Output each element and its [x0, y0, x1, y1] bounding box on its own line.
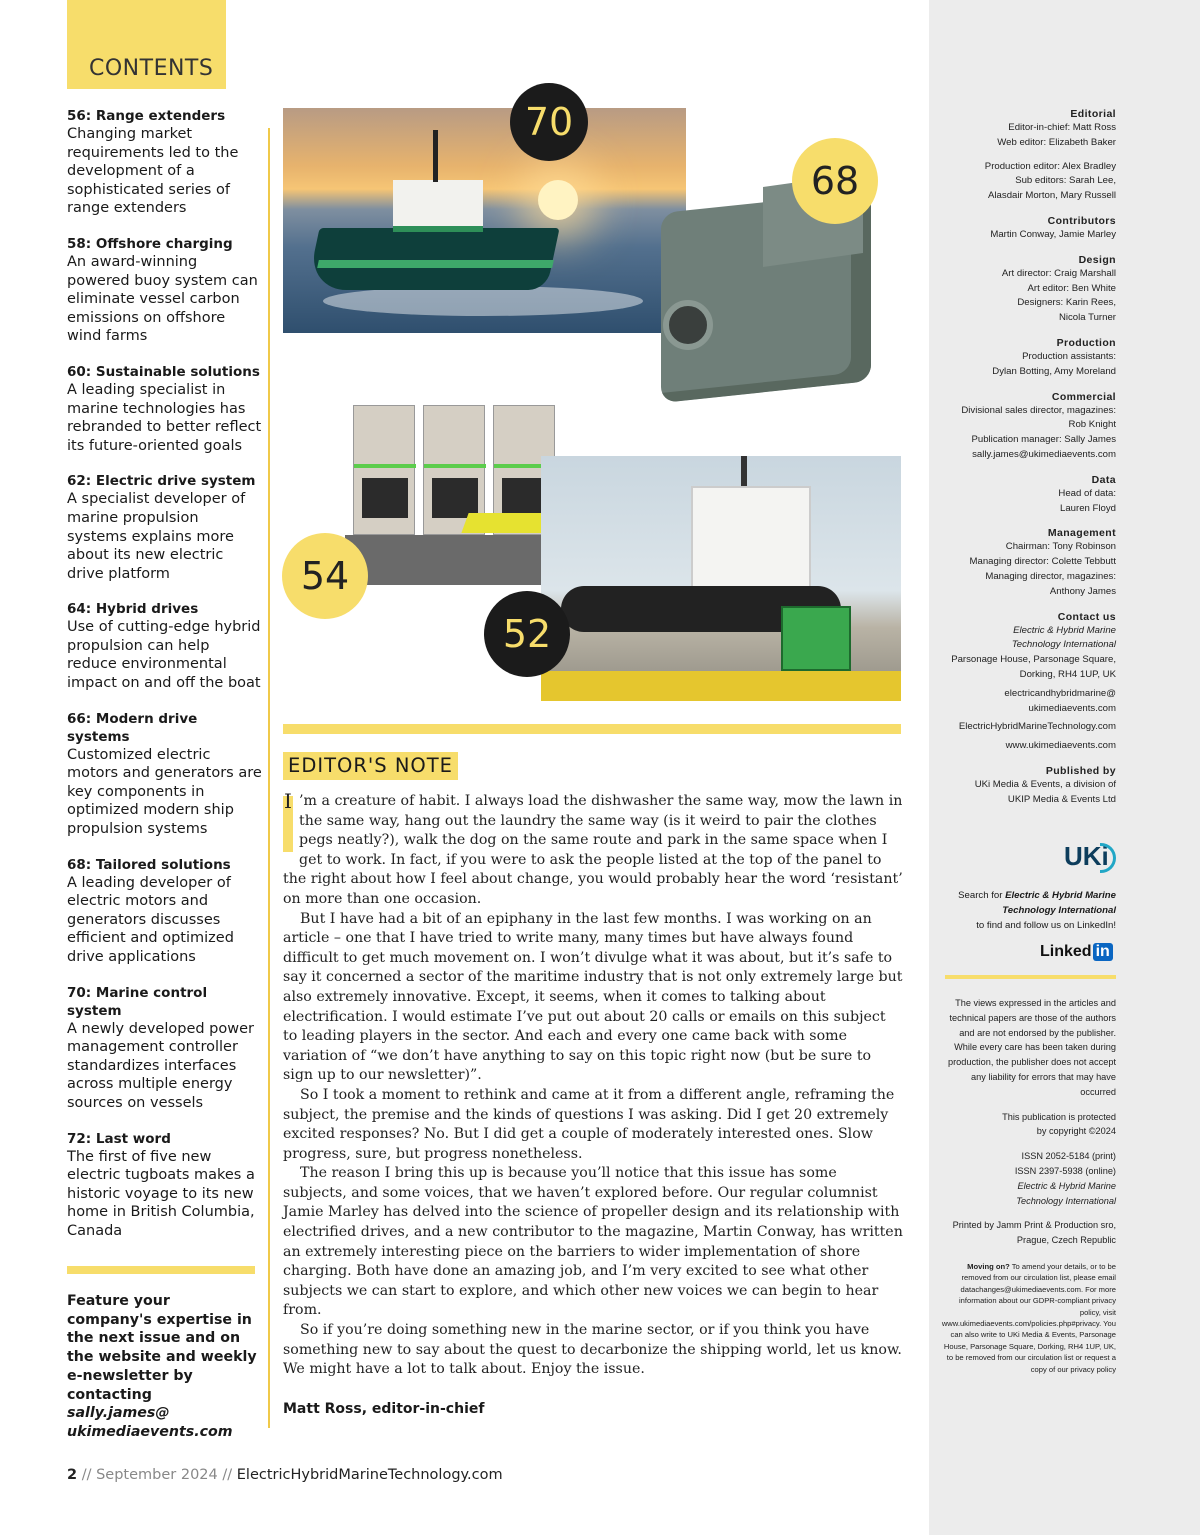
masthead-line: UKIP Media & Events Ltd: [1007, 793, 1116, 805]
masthead-line: Chairman: Tony Robinson: [1005, 541, 1116, 553]
toc-description: Use of cutting-edge hybrid propulsion can help reduce environmental impact on and off the boat: [67, 619, 261, 692]
toc-item[interactable]: [67, 710, 262, 839]
contact-email-link[interactable]: ukimediaevents.com: [1028, 702, 1116, 714]
masthead-heading: Design: [1078, 253, 1116, 266]
masthead-line: Nicola Turner: [1058, 312, 1116, 324]
masthead-line: Editor-in-chief: Matt Ross: [1008, 122, 1116, 133]
masthead-design: [940, 253, 1116, 326]
masthead-data: [940, 473, 1116, 517]
toc-description: A specialist developer of marine propulsion systems explains more about its new electric drive platform: [67, 491, 246, 582]
masthead-line: Martin Conway, Jamie Marley: [990, 228, 1116, 240]
masthead-line: Dylan Botting, Amy Moreland: [992, 365, 1116, 377]
search-text-title: Technology International: [1002, 904, 1116, 916]
sidebar-divider: [945, 975, 1116, 979]
contact-website-link[interactable]: ElectricHybridMarineTechnology.com: [958, 721, 1116, 733]
toc-heading: 66: Modern drive systems: [67, 710, 198, 745]
uki-logo-text: UKi: [1064, 841, 1109, 871]
toc-description: Customized electric motors and generators are key components in optimized modern ship propulsion systems: [67, 746, 262, 838]
masthead-line: Art editor: Ben White: [1027, 282, 1116, 294]
masthead-line: Managing director, magazines:: [985, 570, 1116, 582]
uki-logo-arc-icon: [1100, 843, 1116, 873]
masthead-line: Technology International: [1011, 639, 1116, 651]
article-paragraph: I ’m a creature of habit. I always load the dishwasher the same way, mow the lawn in the same way, hang out the laundry the same way (is it weird to pair the clothes pegs neatly?), walk the dog on the same route and park in the same space when I get to work. In fact, if you were to ask the people listed at the top of the panel to the right about how I feel about change, you would probably hear the word ‘resistant’ on more than one occasion.: [283, 789, 903, 907]
toc-heading: 72: Last word: [67, 1130, 171, 1147]
tug-dock-photo: [541, 456, 901, 701]
masthead-heading: Editorial: [1070, 108, 1116, 120]
tug-hull-stripe: [317, 260, 554, 268]
linkedin-in-icon: in: [1093, 943, 1113, 961]
search-text: to find and follow us on LinkedIn!: [976, 919, 1116, 931]
toc-description: An award-winning powered buoy system can eliminate vessel carbon emissions on offshore wind farms: [67, 253, 258, 345]
toc-item[interactable]: [67, 856, 262, 967]
masthead-commercial: [940, 390, 1116, 463]
circulation-note-heading: Moving on?: [967, 1262, 1010, 1271]
page-badge-54[interactable]: 54: [282, 533, 368, 619]
toc-heading: 60: Sustainable solutions: [67, 363, 260, 380]
masthead-editorial: [940, 107, 1116, 204]
promo-text: Feature your company's expertise in the next issue and on the website and weekly e-newsletter by contacting: [67, 1293, 257, 1403]
masthead-line: Lauren Floyd: [1060, 502, 1116, 514]
printer-text: Printed by Jamm Print & Production sro,: [952, 1220, 1116, 1231]
legal-disclaimer: [940, 996, 1116, 1248]
masthead-heading: Management: [1047, 527, 1116, 540]
tug-hull: [306, 228, 559, 290]
linkedin-wordmark: Linked: [1040, 943, 1092, 960]
contact-email-link[interactable]: electricandhybridmarine@: [1004, 687, 1116, 699]
toc-description: Changing market requirements led to the development of a sophisticated series of range extenders: [67, 126, 239, 217]
article-paragraph: The reason I bring this up is because you’ll notice that this issue has some subjects, and some voices, that we haven’t explored before. Our regular columnist Jamie Marley has delved into the science of propeller design and its relationship with electrified drives, and a new contributor to the magazine, Martin Conway, has written an extremely interesting piece on the barriers to wider implementation of shore charging. Both have done an amazing job, and I’m very excited to see what other subjects we can start to explore, and which other new voices we can begin to hear from.: [283, 1165, 903, 1319]
toc-description: A leading specialist in marine technologies has rebranded to better reflect its future-oriented goals: [67, 381, 262, 454]
charging-container: [781, 606, 851, 671]
masthead-line: Designers: Karin Rees,: [1017, 297, 1116, 309]
masthead-heading: Contributors: [1047, 214, 1116, 227]
toc-heading: 70: Marine control system: [67, 984, 208, 1019]
masthead-line: Divisional sales director, magazines:: [961, 404, 1116, 416]
copyright-text: by copyright ©2024: [1036, 1126, 1116, 1137]
masthead-heading: Production: [1056, 336, 1116, 349]
masthead-line: Managing director: Colette Tebbutt: [969, 556, 1116, 568]
masthead-line: Alasdair Morton, Mary Russell: [988, 190, 1116, 202]
publication-title: Electric & Hybrid Marine: [1017, 1180, 1116, 1191]
toc-item[interactable]: [67, 107, 262, 218]
masthead-line: Dorking, RH4 1UP, UK: [1019, 668, 1116, 680]
cabinet-unit: [353, 405, 415, 535]
toc-heading: 68: Tailored solutions: [67, 856, 231, 873]
masthead-heading: Contact us: [1057, 610, 1116, 623]
drop-cap: I: [283, 796, 293, 852]
masthead-heading: Commercial: [1051, 390, 1116, 403]
contents-tab: [67, 0, 226, 89]
sun-glow: [538, 180, 578, 220]
footer-separator: //: [81, 1467, 92, 1483]
editors-note-body: [283, 789, 903, 1380]
article-paragraph: So I took a moment to rethink and came at it from a different angle, reframing the subject, the premise and the kinds of questions I was asking. Did I get 20 extremely excited responses? No. But I did get a couple of moderately interested ones. Slow progress, sure, but progress nonetheless.: [283, 1086, 895, 1162]
masthead-line: Publication manager: Sally James: [971, 434, 1116, 446]
masthead-line: Production editor: Alex Bradley: [984, 160, 1116, 172]
circulation-note: [940, 1261, 1116, 1375]
toc-item[interactable]: [67, 1130, 262, 1241]
masthead-heading: Data: [1091, 473, 1116, 486]
motor-shaft: [663, 300, 713, 350]
page-badge-52[interactable]: 52: [484, 591, 570, 677]
masthead-credits: [940, 107, 1116, 818]
quay-edge: [541, 671, 901, 701]
masthead-line: UKi Media & Events, a division of: [974, 778, 1116, 790]
toc-item[interactable]: [67, 472, 262, 583]
toc-item[interactable]: [67, 235, 262, 346]
masthead-line: Web editor: Elizabeth Baker: [997, 136, 1116, 148]
publication-title: Technology International: [1016, 1195, 1116, 1206]
toc-item[interactable]: [67, 984, 262, 1113]
search-text-title: Electric & Hybrid Marine: [1005, 890, 1116, 901]
section-divider: [283, 724, 901, 734]
masthead-line: Anthony James: [1049, 585, 1116, 597]
commercial-email-link[interactable]: sally.james@ukimediaevents.com: [972, 448, 1116, 460]
circulation-note-text: To amend your details, or to be removed from our circulation list, please email datachanges@ukimediaevents.com. For more information about our GDPR-compliant privacy policy, visit www.ukimediaevents.com/policies.php#privacy. You can also write to UKi Media & Events, Parsonage House, Parsonage Square, Dorking, RH4 1UP, UK, to be removed from our circulation list or request a copy of our privacy policy: [941, 1262, 1116, 1374]
search-text: Search for: [958, 890, 1006, 901]
contents-title: CONTENTS: [89, 56, 214, 81]
toc-item[interactable]: [67, 363, 262, 455]
page-badge-70[interactable]: 70: [510, 83, 588, 161]
masthead-heading: Published by: [1045, 764, 1116, 777]
masthead-production: [940, 336, 1116, 380]
column-divider: [268, 128, 270, 1428]
toc-item[interactable]: [67, 600, 262, 692]
page-badge-68[interactable]: 68: [792, 138, 878, 224]
promo-email-link[interactable]: sally.james@ ukimediaevents.com: [67, 1405, 233, 1440]
footer-separator: //: [222, 1467, 233, 1483]
tugboat-sunset-photo: [283, 108, 686, 333]
contents-divider: [67, 1266, 255, 1274]
boat-wake: [323, 286, 643, 316]
masthead-line: Head of data:: [1058, 487, 1116, 499]
linkedin-search-text: [940, 889, 1116, 933]
table-of-contents: [67, 107, 262, 1258]
editor-signature: Matt Ross, editor-in-chief: [283, 1401, 485, 1417]
toc-heading: 64: Hybrid drives: [67, 601, 199, 618]
masthead-contributors: [940, 214, 1116, 243]
toc-heading: 58: Offshore charging: [67, 235, 233, 252]
masthead-line: Art director: Craig Marshall: [1001, 267, 1116, 279]
printer-text: Prague, Czech Republic: [1016, 1235, 1116, 1246]
toc-heading: 56: Range extenders: [67, 108, 226, 124]
linkedin-logo-icon[interactable]: [1040, 943, 1118, 963]
copyright-text: This publication is protected: [1002, 1111, 1116, 1122]
masthead-management: [940, 526, 1116, 599]
toc-description: The first of five new electric tugboats makes a historic voyage to its new home in British Columbia, Canada: [67, 1148, 255, 1239]
masthead-published-by: [940, 764, 1116, 808]
tug-cabin: [393, 180, 483, 232]
masthead-line: Electric & Hybrid Marine: [1013, 624, 1116, 636]
issn-online: ISSN 2397-5938 (online): [1014, 1165, 1116, 1176]
issn-print: ISSN 2052-5184 (print): [1021, 1151, 1116, 1162]
promo-box: [67, 1292, 259, 1442]
toc-description: A leading developer of electric motors and generators discusses efficient and optimized drive applications: [67, 874, 234, 965]
toc-description: A newly developed power management controller standardizes interfaces across multiple energy sources on vessels: [67, 1020, 254, 1111]
tug-mast: [433, 130, 438, 182]
website-link[interactable]: ElectricHybridMarineTechnology.com: [236, 1467, 503, 1483]
uki-logo: [1064, 841, 1114, 873]
editors-note-label: EDITOR'S NOTE: [283, 752, 458, 780]
article-paragraph: So if you’re doing something new in the marine sector, or if you think you have something new to say about the quest to decarbonize the shipping world, let us know. We might have a lot to talk about. Enjoy the issue.: [283, 1322, 902, 1378]
page-footer: [67, 1467, 503, 1483]
article-paragraph: But I have had a bit of an epiphany in the last few months. I was working on an article – one that I have tried to write many, many times but have always found difficult to get much movement on. I won’t divulge what it was about, but it’s safe to say it concerned a sector of the maritime industry that is not only extremely large but also extremely innovative. Except, it seems, when it comes to talking about electrification. I would estimate I’ve put out about 20 calls or emails on this subject to leading players in the sector. And each and every one came back with some variation of “we don’t have anything to say on this topic right now (but be sure to sign up to our newsletter)”.: [283, 910, 903, 1084]
masthead-line: Production assistants:: [1022, 350, 1116, 362]
masthead-line: Rob Knight: [1068, 419, 1116, 431]
publisher-website-link[interactable]: www.ukimediaevents.com: [1005, 740, 1116, 752]
masthead-line: Sub editors: Sarah Lee,: [1015, 175, 1116, 187]
masthead-line: Parsonage House, Parsonage Square,: [951, 654, 1116, 666]
page-number: 2: [67, 1467, 78, 1483]
toc-heading: 62: Electric drive system: [67, 473, 256, 490]
masthead-contact: [940, 610, 1116, 754]
issue-date: September 2024: [96, 1467, 218, 1483]
disclaimer-text: The views expressed in the articles and technical papers are those of the authors and are not endorsed by the publisher. While every care has been taken during production, the publisher does not accept any liability for errors that may have occurred: [947, 998, 1116, 1097]
